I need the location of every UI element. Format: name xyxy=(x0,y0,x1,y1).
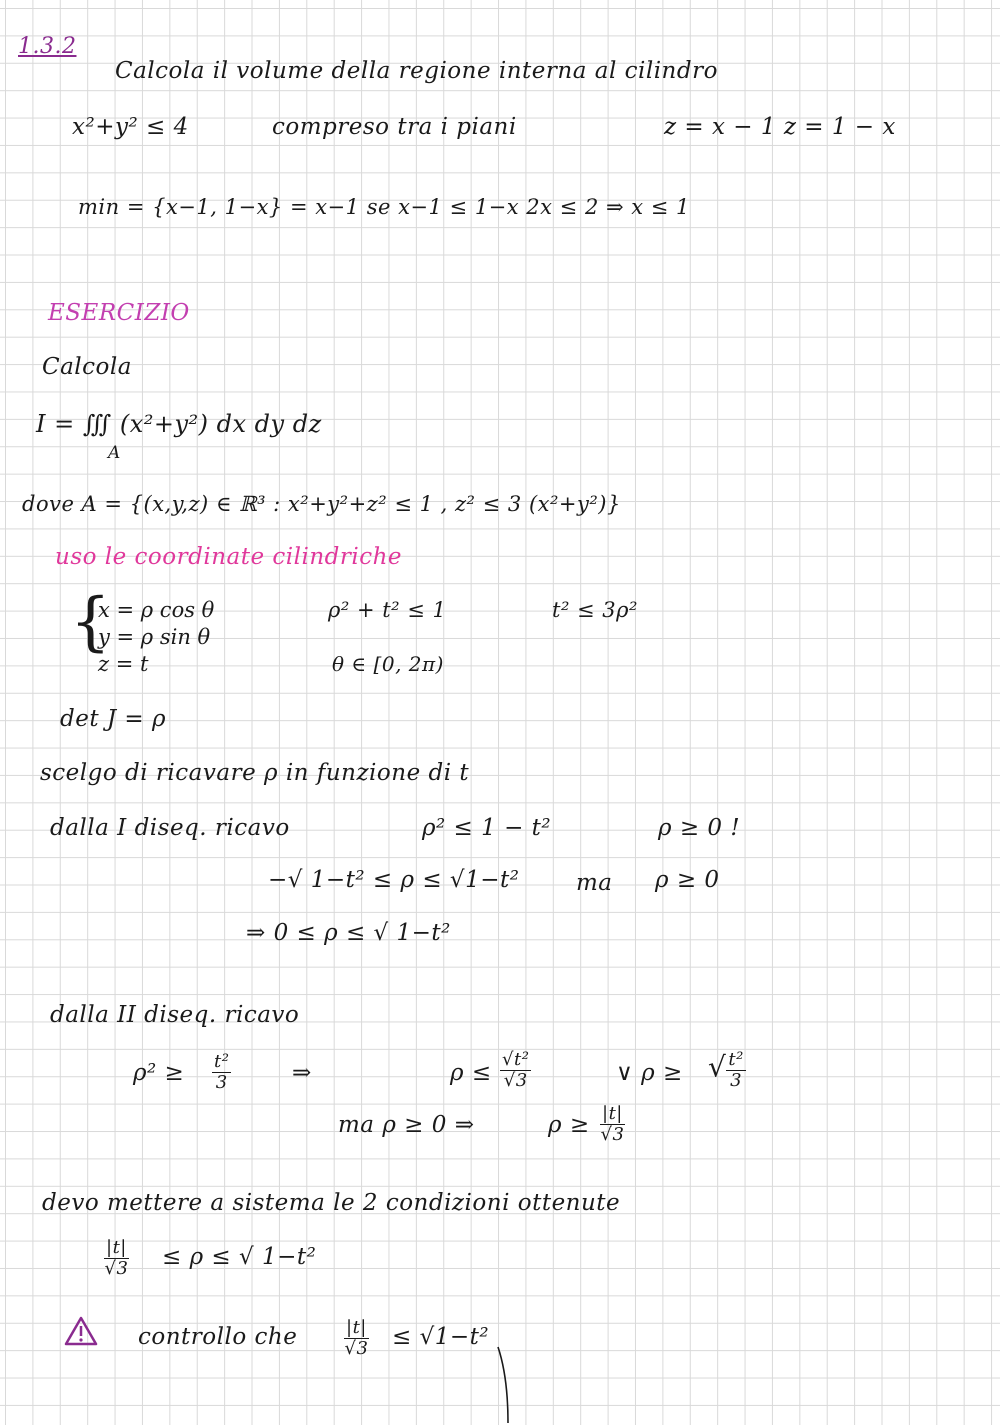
final-fraction xyxy=(104,1238,129,1279)
cylindrical-coords: uso le coordinate cilindriche xyxy=(55,544,403,570)
system-x: x = ρ cos θ xyxy=(98,598,215,622)
rho-ge: ρ ≥ xyxy=(548,1112,590,1138)
final-bounds: ≤ ρ ≤ √ 1−t² xyxy=(162,1244,317,1270)
fraction-denominator: √3 xyxy=(344,1337,369,1359)
fraction-denominator: 3 xyxy=(215,1071,228,1093)
choose-variable: scelgo di ricavare ρ in funzione di t xyxy=(40,760,470,786)
fraction-numerator: t² xyxy=(214,1051,230,1072)
fraction-numerator: |t| xyxy=(346,1317,367,1338)
fraction-denominator: √3 xyxy=(600,1123,625,1145)
planes: z = x − 1 z = 1 − x xyxy=(664,114,896,140)
fraction-abs-t-over-sqrt3 xyxy=(600,1104,625,1145)
implies-line: ⇒ 0 ≤ ρ ≤ √ 1−t² xyxy=(246,920,451,946)
warning-text: controllo che xyxy=(138,1324,298,1350)
second-ineq: dalla II diseq. ricavo xyxy=(50,1002,300,1028)
exercise-title: ESERCIZIO xyxy=(48,300,190,326)
warning-right: ≤ √1−t² xyxy=(392,1324,490,1350)
system-brace: { xyxy=(70,585,111,659)
fraction-sqrt-t2-over-sqrt3 xyxy=(500,1050,531,1091)
abs-bounds: −√ 1−t² ≤ ρ ≤ √1−t² xyxy=(268,867,520,893)
rho-le: ρ ≤ xyxy=(450,1060,492,1086)
fraction-numerator: |t| xyxy=(602,1103,623,1124)
fraction-numerator: |t| xyxy=(106,1237,127,1258)
condition-2: t² ≤ 3ρ² xyxy=(552,598,638,622)
fraction-denominator: √3 xyxy=(503,1069,528,1091)
sqrt-t2-over-3: √ $\frac{\text{t²}}{3}$ xyxy=(708,1049,744,1091)
system-y: y = ρ sin θ xyxy=(98,625,211,649)
pen-stroke xyxy=(496,1345,516,1425)
calc-label: Calcola xyxy=(42,354,132,380)
fraction-t2-over-3 xyxy=(212,1052,231,1093)
fraction-denominator: √3 xyxy=(104,1257,129,1279)
integral-subscript: A xyxy=(108,443,121,463)
section-number: 1.3.2 xyxy=(18,34,77,59)
rho-positive-2: ρ ≥ 0 xyxy=(655,867,720,893)
implies-arrow: ⇒ xyxy=(292,1060,312,1086)
domain-definition: dove A = {(x,y,z) ∈ ℝ³ : x²+y²+z² ≤ 1 , z² ≤ 3 (x²+y²)} xyxy=(22,492,621,516)
or-rho-ge: ∨ ρ ≥ xyxy=(616,1060,683,1086)
theta-range: θ ∈ [0, 2π) xyxy=(332,652,444,676)
system-conditions: devo mettere a sistema le 2 condizioni ottenute xyxy=(42,1190,621,1216)
cylinder-condition: x²+y² ≤ 4 xyxy=(72,114,189,140)
ma-label: ma xyxy=(576,870,613,896)
problem-intro: Calcola il volume della regione interna al cilindro xyxy=(115,58,718,84)
system-z: z = t xyxy=(98,652,149,676)
fraction-numerator: t² xyxy=(728,1049,744,1070)
integral: I = ∭ (x²+y²) dx dy dz xyxy=(36,410,322,438)
between-planes: compreso tra i piani xyxy=(272,114,517,140)
fraction-denominator: 3 xyxy=(730,1069,743,1091)
fraction-numerator: √t² xyxy=(502,1049,530,1070)
warning-fraction xyxy=(344,1318,369,1359)
rho2-ge: ρ² ≥ xyxy=(133,1060,185,1086)
first-result: ρ² ≤ 1 − t² xyxy=(422,815,552,841)
first-ineq: dalla I diseq. ricavo xyxy=(50,815,290,841)
min-line: min = {x−1, 1−x} = x−1 se x−1 ≤ 1−x 2x ≤ 2 ⇒ x ≤ 1 xyxy=(78,195,690,219)
rho-positive: ρ ≥ 0 ! xyxy=(658,815,741,841)
jacobian: det J = ρ xyxy=(60,706,167,732)
ma-rho-implies: ma ρ ≥ 0 ⇒ xyxy=(338,1112,475,1138)
warning-icon xyxy=(64,1316,98,1346)
condition-1: ρ² + t² ≤ 1 xyxy=(328,598,447,622)
